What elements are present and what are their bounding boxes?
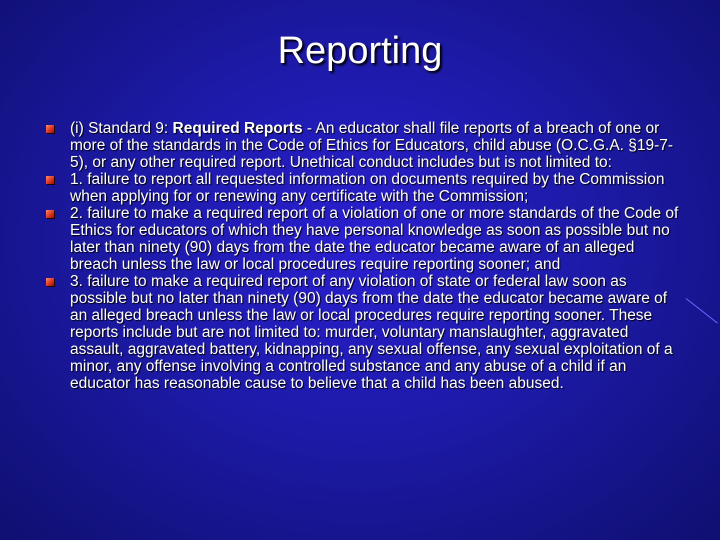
bullet-emphasis: Required Reports bbox=[172, 120, 303, 137]
red-square-bullet-icon bbox=[46, 210, 54, 218]
bullet-item-2 bbox=[44, 205, 684, 273]
red-square-bullet-icon bbox=[46, 176, 54, 184]
slide-title: Reporting bbox=[277, 30, 443, 72]
red-square-bullet-icon bbox=[46, 278, 54, 286]
bullet-text: 3. failure to make a required report of any violation of state or federal law soon as possible but no later than ninety (90) days from the date the educator became aware of an alleged breach unless the law or local procedures require reporting sooner. These reports include but are not limited to: murder, voluntary manslaughter, aggravated assault, aggravated battery, kidnapping, any sexual offense, any sexual exploitation of a minor, any offense involving a controlled substance and any abuse of a child if an educator has reasonable cause to believe that a child has been abused. bbox=[70, 273, 673, 392]
bullet-item-standard-9 bbox=[44, 120, 684, 171]
bullet-list bbox=[44, 120, 684, 392]
bullet-text: - An educator shall file reports of a breach of one or more of the standards in the Code of Ethics for Educators, child abuse (O.C.G.A. §19-7-5), or any other required report. Unethical conduct includes but is not limited to: bbox=[70, 120, 674, 171]
bullet-prefix: (i) Standard 9: bbox=[70, 120, 173, 137]
decorative-line bbox=[686, 298, 718, 323]
bullet-text: 1. failure to report all requested information on documents required by the Commission when applying for or renewing any certificate with the Commission; bbox=[70, 171, 665, 205]
red-square-bullet-icon bbox=[46, 125, 54, 133]
bullet-text: 2. failure to make a required report of a violation of one or more standards of the Code of Ethics for educators of which they have personal knowledge as soon as possible but no later than ninety (90) days from the date the educator became aware of an alleged breach unless the law or local procedures require reporting sooner; and bbox=[70, 205, 679, 273]
bullet-item-3 bbox=[44, 273, 684, 392]
bullet-item-1 bbox=[44, 171, 684, 205]
